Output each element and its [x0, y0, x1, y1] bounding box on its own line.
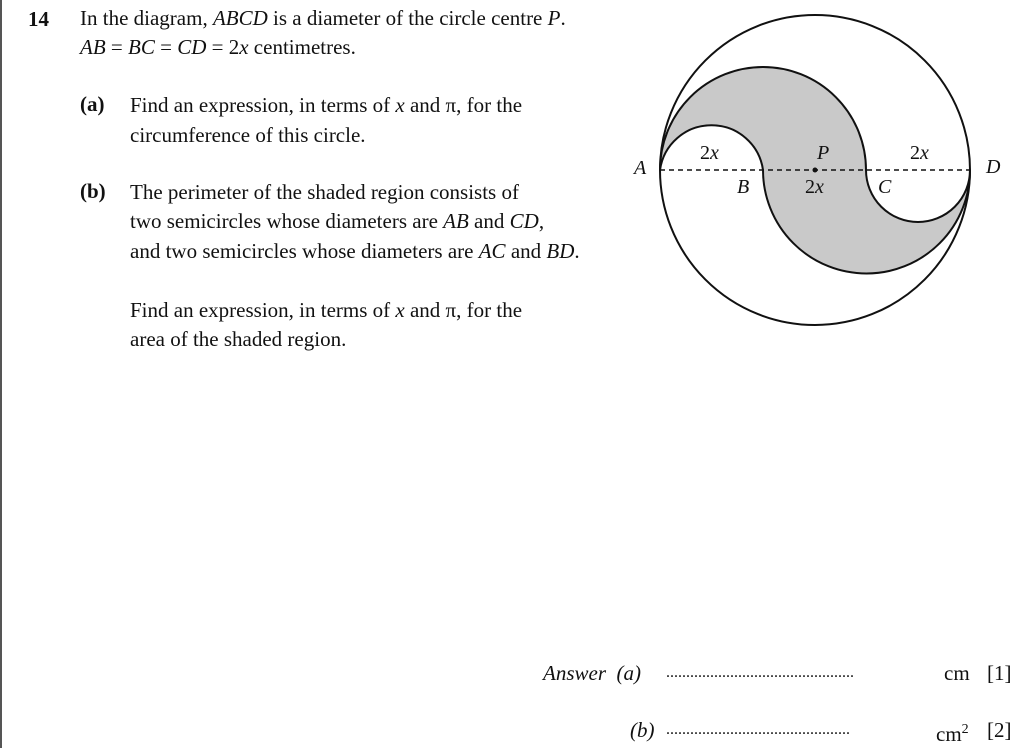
answer-b-marks: [2]: [987, 718, 1012, 742]
answer-b-label: (b): [630, 718, 655, 742]
part-a-line1: Find an expression, in terms of x and π, for the: [130, 93, 523, 117]
part-b-line4: Find an expression, in terms of x and π, for the: [130, 298, 523, 322]
answer-b-input[interactable]: ..............................................: [666, 721, 850, 738]
answer-a-row: Answer (a): [543, 661, 641, 685]
question-stem-line2: AB = BC = CD = 2x centimetres.: [80, 35, 356, 59]
part-b-label: (b): [80, 179, 106, 203]
part-b-line3: and two semicircles whose diameters are AC and BD.: [130, 239, 580, 263]
part-b-line2: two semicircles whose diameters are AB and CD,: [130, 209, 545, 233]
answer-a-marks: [1]: [987, 661, 1012, 685]
answer-a-label: (a): [616, 661, 641, 685]
point-d-label: D: [986, 156, 1001, 178]
segment-cd-label: 2x: [910, 142, 929, 164]
question-number: 14: [28, 7, 49, 31]
segment-bc-label: 2x: [805, 176, 824, 198]
centre-point-p: [813, 168, 818, 173]
answer-b-unit: $cm^2$: [936, 722, 969, 746]
point-a-label: A: [634, 157, 647, 179]
answer-b-unit-superscript: 2: [961, 722, 969, 737]
point-c-label: C: [878, 176, 892, 198]
part-b-line1: The perimeter of the shaded region consists of: [130, 180, 519, 204]
part-a-label: (a): [80, 92, 105, 116]
part-a-line2: circumference of this circle.: [130, 123, 366, 147]
segment-ab-label: 2x: [700, 142, 719, 164]
part-b-line5: area of the shaded region.: [130, 327, 347, 351]
question-stem-line1: In the diagram, ABCD is a diameter of the circle centre P.: [80, 6, 566, 30]
answer-a-input[interactable]: ...............................................: [666, 664, 854, 681]
point-p-label: P: [817, 142, 830, 164]
point-b-label: B: [737, 176, 750, 198]
answer-a-unit: cm: [944, 661, 970, 685]
